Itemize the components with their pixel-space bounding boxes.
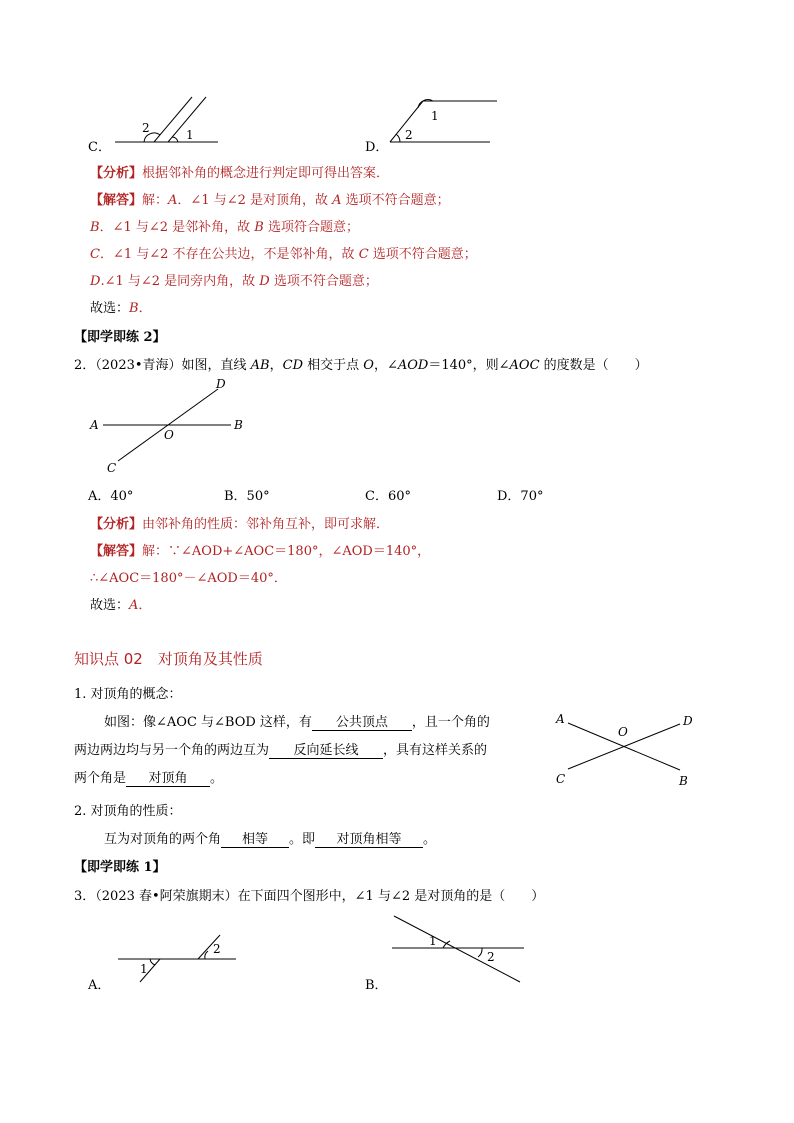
section-blank2: 反向延长线 (269, 743, 383, 759)
practice2-answer-line2: ∴∠AOC＝180°－∠AOD＝40°． (90, 571, 287, 586)
practice2-conclusion-answer: A (129, 598, 139, 613)
q1-analysis-text: 根据邻补角的概念进行判定即可得出答案． (142, 166, 390, 181)
practice2-mid2: ，∠ (373, 358, 398, 373)
q1-answer-prefix: 解： (142, 193, 169, 208)
section-para4 (104, 828, 436, 848)
section-item2-title: 2. 对顶角的性质： (74, 804, 182, 819)
practice2-mid1: 相交于点 (303, 358, 364, 373)
practice1-question: 3．（2023 春•阿荣旗期末）在下面四个图形中，∠1 与∠2 是对顶角的是（ ） (74, 889, 545, 904)
section-para4-a: 互为对顶角的两个角 (104, 832, 222, 847)
section-para1-a: 如图：像∠AOC 与∠BOD 这样，有 (104, 715, 312, 730)
q1-line-b-text2: 选项符合题意； (263, 220, 359, 235)
section-label-d: D (683, 714, 693, 728)
section-blank1: 公共顶点 (312, 715, 412, 731)
practice2-label-c: C (107, 461, 117, 475)
practice2-option-b: B．50° (224, 489, 270, 504)
q1-line-c-letter2: C (358, 247, 369, 262)
section-label-c: C (556, 772, 566, 786)
section-blank3: 对顶角 (126, 771, 210, 787)
section-para3-a: 两个角是 (74, 771, 127, 786)
option-b-angle-arc-2 (478, 948, 482, 957)
practice1-option-a-label: A． (88, 978, 111, 993)
option-b-transversal (394, 916, 520, 982)
section-blank5: 对顶角相等 (315, 832, 423, 848)
option-d-figure (385, 95, 505, 150)
practice2-answer-tag: 【解答】 (90, 544, 143, 559)
option-a-angle-arc-1 (150, 959, 155, 965)
section-para3 (74, 767, 223, 787)
option-b-angle-2-label: 2 (487, 950, 495, 964)
section-label-a: A (556, 712, 565, 726)
practice2-label-a: A (90, 418, 99, 432)
q1-answer-tag: 【解答】 (90, 193, 143, 208)
option-a-angle-2-label: 2 (213, 942, 221, 956)
option-c-figure (110, 95, 225, 150)
section-para4-b: 。即 (289, 832, 316, 847)
practice2-title: 【即学即练 2】 (74, 330, 166, 345)
section-para2-a: 两边两边均与另一个角的两边互为 (74, 743, 270, 758)
practice2-comma: ， (269, 358, 283, 373)
practice2-answer-line (90, 540, 430, 559)
option-d-angle-2-label: 2 (405, 128, 413, 142)
section-label-o: O (618, 725, 628, 739)
option-b-angle-1-label: 1 (429, 934, 437, 948)
section-para1 (104, 711, 490, 731)
section-para2 (74, 739, 487, 759)
q1-line-a-letter: A (168, 193, 178, 208)
q1-line-a-text1: ．∠1 与∠2 是对顶角，故 (177, 193, 333, 208)
option-c-angle-arc-1 (172, 137, 178, 142)
q1-line-b-text1: ．∠1 与∠2 是邻补角，故 (99, 220, 255, 235)
section-para3-b: 。 (210, 771, 224, 786)
section-para2-b: ，具有这样关系的 (383, 743, 488, 758)
option-d-angle-1-label: 1 (431, 109, 439, 123)
section-title: 知识点 02 对顶角及其性质 (74, 650, 263, 668)
practice2-ab: AB (250, 358, 270, 373)
q1-line-c-text1: ．∠1 与∠2 不存在公共边，不是邻补角，故 (99, 247, 359, 262)
practice2-aoc: AOC (509, 358, 540, 373)
practice2-answer-line1: 解：∵∠AOD+∠AOC＝180°，∠AOD＝140°， (142, 544, 431, 559)
section-para1-b: ，且一个角的 (411, 715, 490, 730)
practice2-label-d: D (216, 377, 226, 391)
section-blank4: 相等 (221, 832, 289, 848)
option-c-angle-2-label: 2 (142, 121, 150, 135)
option-d-angle-arc-2 (396, 134, 400, 142)
q1-line-d-text1: .∠1 与∠2 是同旁内角，故 (100, 274, 260, 289)
practice2-analysis-tag: 【分析】 (90, 517, 143, 532)
option-a-angle-arc-2 (205, 951, 208, 959)
practice2-label-b: B (234, 418, 243, 432)
practice2-source: （2023•青海）如图，直线 (95, 358, 251, 373)
section-para4-c: 。 (423, 832, 437, 847)
practice2-analysis-line (90, 513, 389, 532)
practice2-o: O (363, 358, 374, 373)
q1-line-a-text2: 选项不符合题意； (341, 193, 450, 208)
option-a-angle-1-label: 1 (140, 962, 148, 976)
q1-line-b-letter: B (90, 220, 100, 235)
option-c-angle-1-label: 1 (186, 128, 194, 142)
option-d-label: D． (365, 140, 389, 155)
q1-line-c (90, 243, 477, 262)
section-label-b: B (679, 774, 688, 788)
q1-line-b (90, 216, 359, 235)
practice2-analysis-text: 由邻补角的性质：邻补角互补，即可求解． (142, 517, 390, 532)
q1-line-c-letter: C (90, 247, 100, 262)
section-figure (552, 708, 702, 793)
practice2-conclusion (90, 594, 151, 613)
practice2-question (74, 354, 648, 373)
option-c-label: C． (88, 140, 111, 155)
practice2-number: 2． (74, 358, 96, 373)
practice2-option-c: C．60° (365, 489, 411, 504)
q1-answer-line (90, 189, 450, 208)
q1-line-d-letter2: D (259, 274, 270, 289)
q1-line-d (90, 270, 378, 289)
q1-line-d-text2: 选项不符合题意； (269, 274, 378, 289)
q1-line-d-letter: D (90, 274, 101, 289)
practice2-aod: AOD (397, 358, 429, 373)
q1-line-b-letter2: B (254, 220, 264, 235)
practice2-mid3: ＝140°，则∠ (428, 358, 510, 373)
practice2-conclusion-label: 故选： (90, 598, 130, 613)
practice2-figure (88, 376, 258, 476)
q1-conclusion-label: 故选： (90, 301, 130, 316)
practice2-option-d: D．70° (497, 489, 544, 504)
practice2-cd: CD (282, 358, 304, 373)
q1-line-c-text2: 选项不符合题意； (368, 247, 477, 262)
q1-line-a-letter2: A (332, 193, 342, 208)
practice2-label-o: O (164, 428, 174, 442)
practice2-end: 的度数是（ ） (539, 358, 648, 373)
practice1-title: 【即学即练 1】 (74, 860, 166, 875)
practice2-conclusion-period: ． (138, 598, 152, 613)
section-item1-title: 1. 对顶角的概念： (74, 687, 182, 702)
q1-conclusion-answer: B (129, 301, 139, 316)
practice2-option-a: A．40° (88, 489, 134, 504)
practice1-option-b-label: B． (365, 978, 388, 993)
q1-analysis-tag: 【分析】 (90, 166, 143, 181)
q1-conclusion (90, 297, 152, 316)
practice1-option-b-figure (388, 912, 528, 987)
q1-conclusion-period: ． (138, 301, 152, 316)
practice1-option-a-figure (112, 930, 242, 990)
q1-analysis-line (90, 162, 389, 181)
